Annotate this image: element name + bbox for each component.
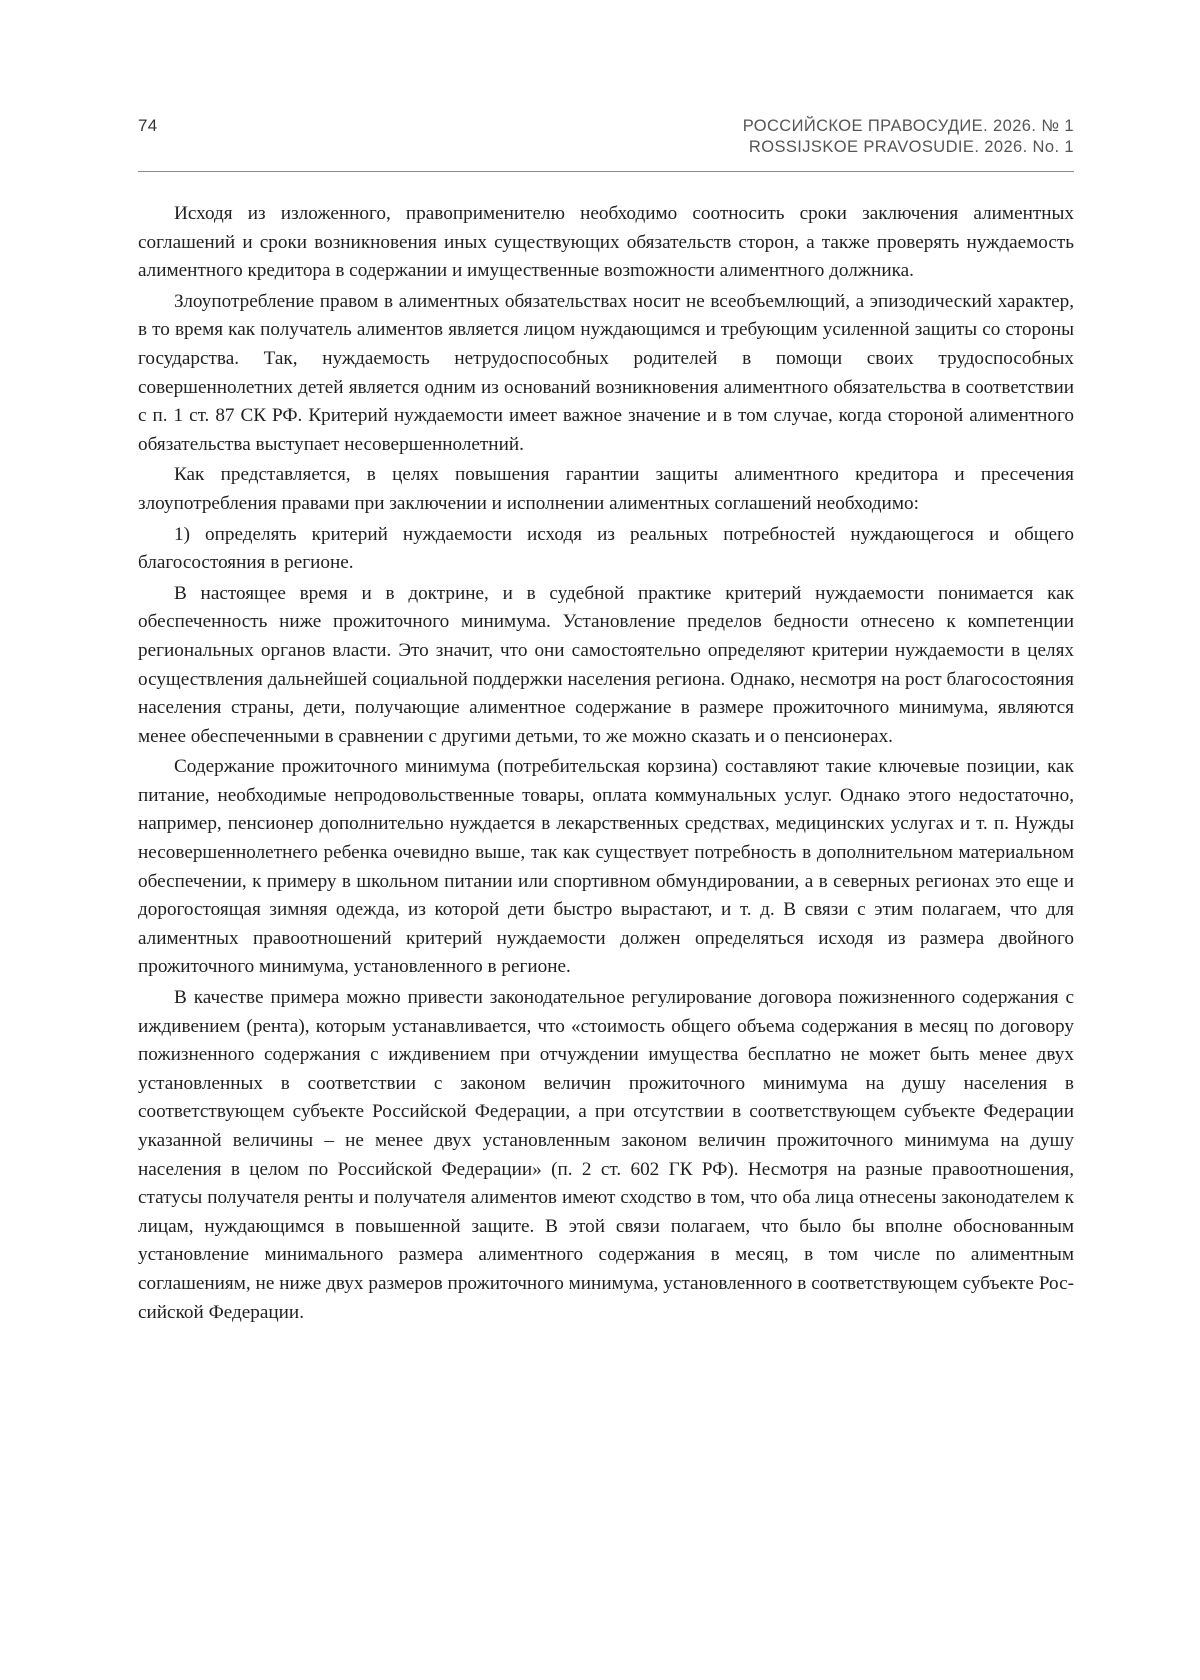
paragraph: Содержание прожиточного минимума (потребительская корзина) составляют такие ключевые позиции, как питание, необходимые непродовольственные товары, оплата коммунальных услуг. Однако этого недостаточно, например, пенсионер дополнительно нуждается в лекарственных средствах, медицинских услугах и т. п. Нужды несовершеннолетнего ребенка очевидно выше, так как существует потребность в дополнительном материальном обеспечении, к примеру в школьном питании или спортивном обмундировании, а в северных регионах это еще и дорогостоящая зимняя одежда, из которой дети быстро вырастают, и т. д. В связи с этим полагаем, что для алиментных правоотношений критерий нуждаемости должен определяться исходя из размера двойного прожиточного минимума, установленного в регионе. [138,756,1074,978]
paragraph: Исходя из изложенного, правоприменителю необходимо соотносить сроки заключения алиментных соглашений и сроки возникновения иных существующих обязательств сторон, а также проверять нуждаемость алиментного кредитора в содержании и имущественные возmожности алиментного должника. [138,203,1074,282]
paragraph-list-item: 1) определять критерий нуждаемости исходя из реальных потребностей нуждающегося и общего благосостояния в регионе. [138,523,1074,574]
running-header [743,116,1074,158]
paragraph: Как представляется, в целях повышения гарантии защиты алиментного кредитора и пресечения злоупотребления правами при заключении и исполнении алиментных соглашений необходимо: [138,464,1074,514]
paragraph: Злоупотребление правом в алиментных обязательствах носит не всеобъемлющий, а эпизодический характер, в то время как получатель алиментов является лицом нуждающимся и требующим усиленной защиты со стороны государства. Так, нуждаемость нетрудоспособных родителей в помощи своих трудоспособных совершеннолетних детей является одним из оснований возникновения алиментного обязательства в соответствии с п. 1 ст. 87 СК РФ. Критерий нуждаемости имеет важное значение и в том случае, когда стороной алиментного обязательства выступает несовершеннолетний. [138,290,1074,455]
page-number: 74 [138,116,158,135]
paragraph: В настоящее время и в доктрине, и в судебной практике критерий нуждаемости понимается как обеспеченность ниже прожиточного минимума. Установление пределов бедности отнесено к компетенции региональных органов власти. Это значит, что они самостоятельно определяют критерии нуждаемости в целях осуществления дальнейшей социальной поддержки населения региона. Однако, несмотря на рост благосостояния населения страны, дети, получающие алиментное содержание в размере прожиточного минимума, являются менее обеспеченными в сравнении с другими детьми, то же можно сказать и о пенсионерах. [138,582,1074,747]
header-divider [138,171,1074,172]
journal-title-transliterated: ROSSIJSKOE PRAVOSUDIE. 2026. No. 1 [748,138,1074,156]
paragraph: В качестве примера можно привести законодательное регулирование договора пожизненного содержания с иждивением (рента), которым устанавливается, что «стоимость общего объема содержания в месяц по договору пожизненного содержания с иждивением при отчуждении имущества бесплатно не может быть менее двух установленных в соответствии с законом величин прожиточного минимума на душу населения в соответствующем субъекте Российской Федерации, а при отсутствии в соответствующем субъекте Федерации указанной величины – не менее двух установленным законом величин прожиточного минимума на душу населения в целом по Российской Федерации» (п. 2 ст. 602 ГК РФ). Несмотря на разные правоотношения, статусы получателя ренты и получателя алиментов имеют сходство в том, что оба лица отнесены законодателем к лицам, нуждающимся в повышенной защите. В этой связи полагаем, что было бы вполне обоснованным установление минимального размера алиментного содержания в месяц, в том числе по алиментным соглашениям, не ниже двух размеров прожиточного минимума, установленного в соответствующем субъекте Российской Федерации. [138,987,1074,1323]
journal-title-russian: РОССИЙСКОЕ ПРАВОСУДИЕ. 2026. № 1 [742,117,1074,135]
article-body [138,200,1074,1329]
